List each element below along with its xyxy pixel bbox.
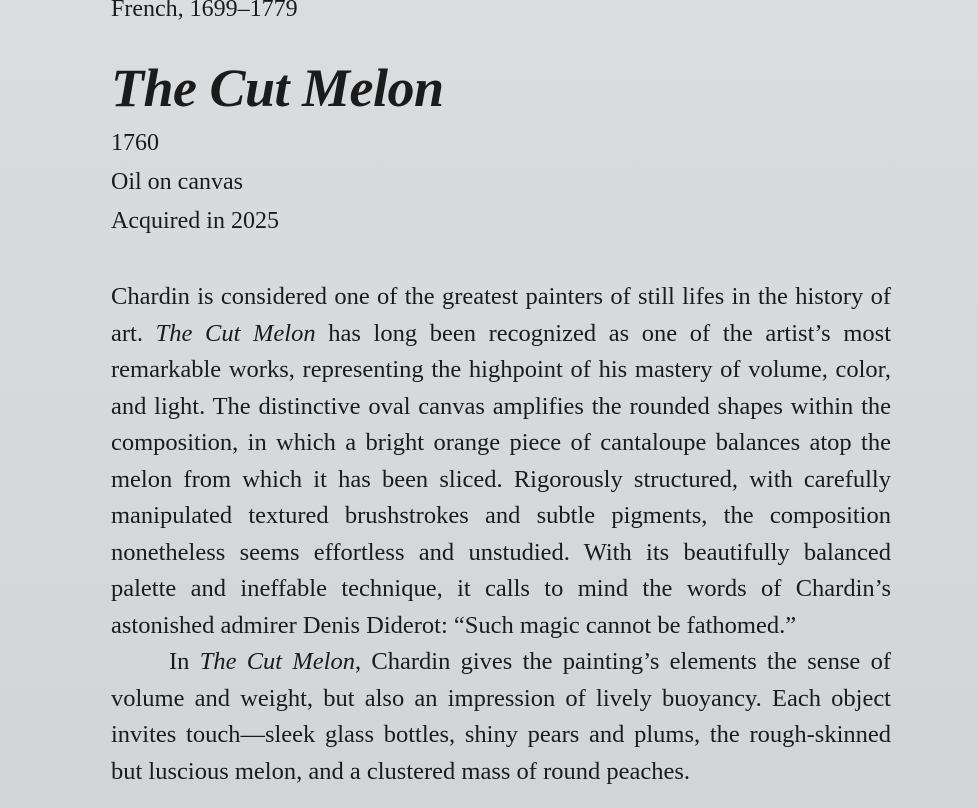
paragraph-2-text-end: , Chardin gives the painting’s elements the sense of volume and weight, but also an impression of lively buoyancy. Each object invites touch—sleek glass bottles, shiny pears and plums, the rough-skinned but luscious melon, and a clustered mass of round peaches. bbox=[111, 648, 891, 785]
artwork-date: 1760 bbox=[111, 130, 159, 156]
description-paragraph-1 bbox=[111, 279, 891, 644]
paragraph-1-text-start: Chardin is considered one of the greatest painters of still lifes in the history of art. bbox=[111, 283, 891, 347]
acquisition-line: Acquired in 2025 bbox=[111, 208, 279, 234]
artist-line: French, 1699–1779 bbox=[111, 0, 298, 22]
paragraph-1-text-end: has long been recognized as one of the artist’s most remarkable works, representing the highpoint of his mastery of volume, color, and light. The distinctive oval canvas amplifies the rounded shapes within the composition, in which a bright orange piece of cantaloupe balances atop the melon from which it has been sliced. Rigorously structured, with carefully manipulated textured brushstrokes and subtle pigments, the composition nonetheless seems effortless and unstudied. With its beautifully balanced palette and ineffable technique, it calls to mind the words of Chardin’s astonished admirer Denis Diderot: “Such magic cannot be fathomed.” bbox=[111, 319, 891, 639]
label-text bbox=[111, 0, 891, 790]
paragraph-2-text-start: In bbox=[169, 648, 200, 675]
paragraph-1-italic-title: The Cut Melon bbox=[155, 319, 316, 347]
paragraph-2-italic-title: The Cut Melon bbox=[199, 648, 355, 675]
artwork-title: The Cut Melon bbox=[111, 58, 444, 118]
description-paragraph-2 bbox=[111, 644, 891, 790]
artwork-medium: Oil on canvas bbox=[111, 169, 243, 195]
